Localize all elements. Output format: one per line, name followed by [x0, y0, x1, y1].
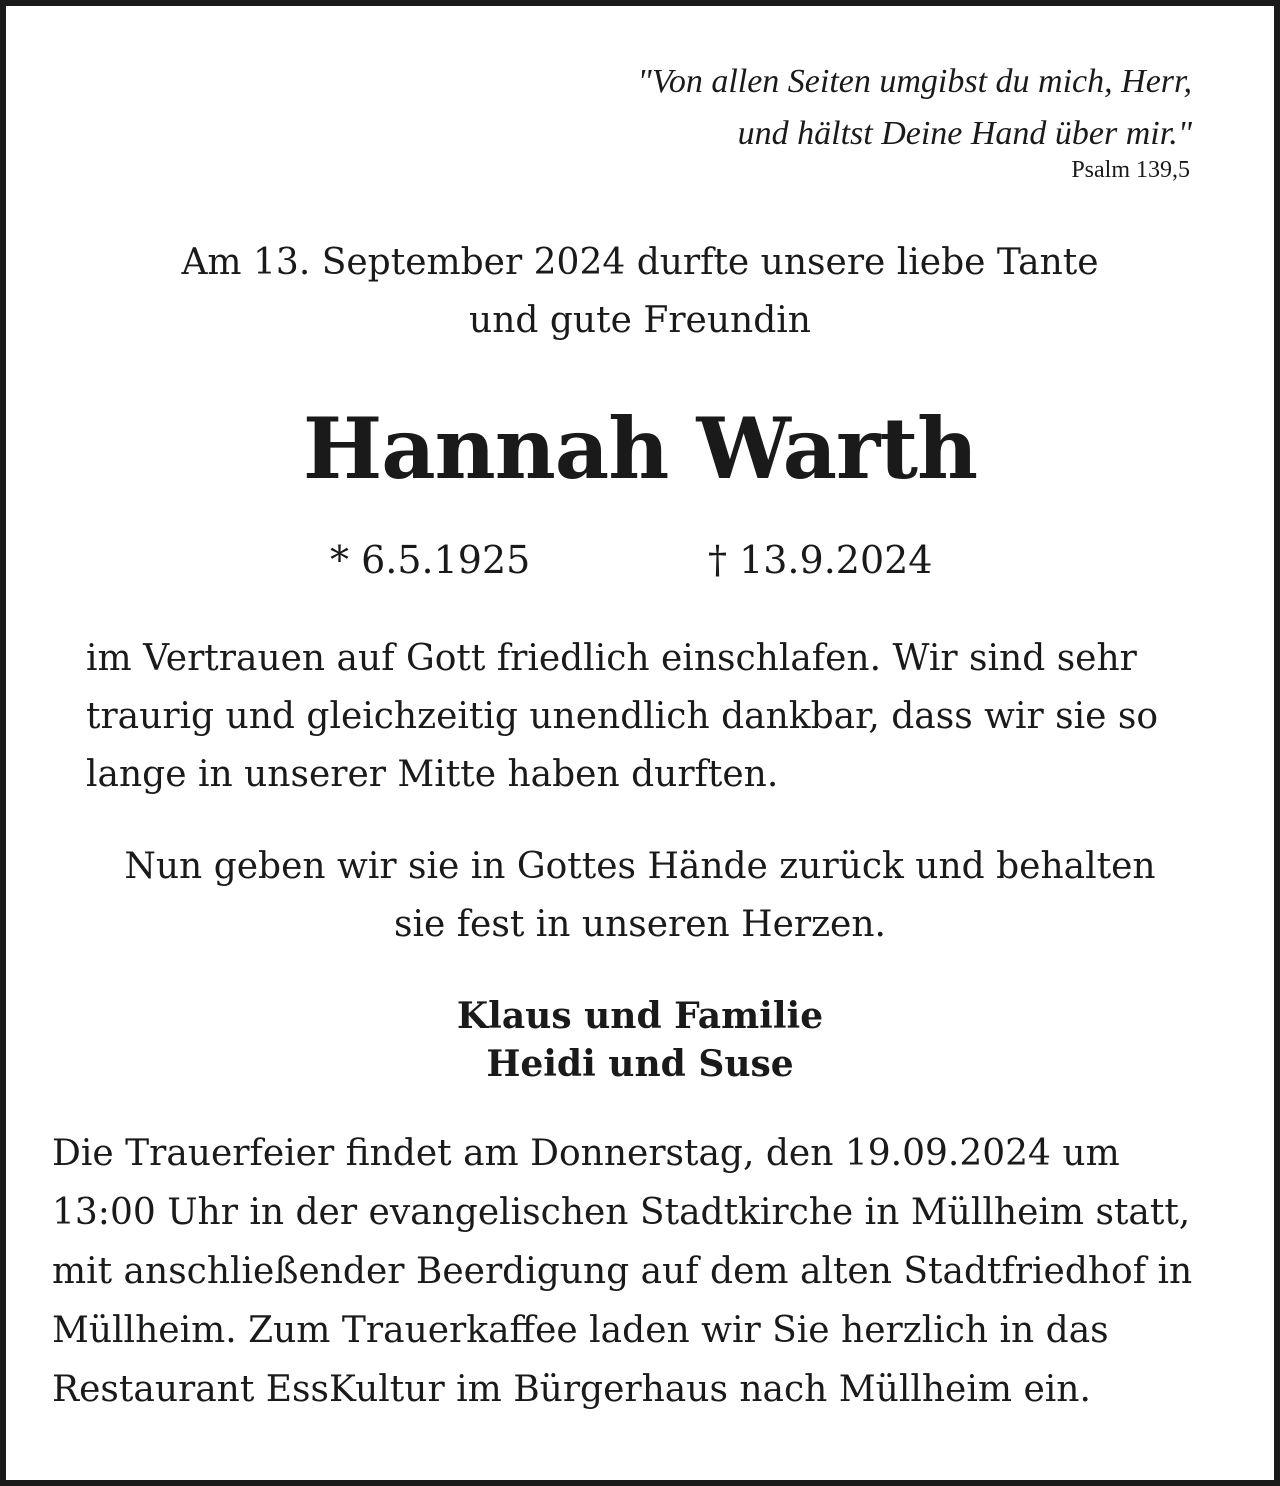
- service-line-2: 13:00 Uhr in der evangelischen Stadtkirche in Müllheim statt,: [52, 1192, 1191, 1233]
- paragraph-line-1: im Vertrauen auf Gott friedlich einschlafen. Wir sind sehr: [86, 638, 1137, 679]
- quote-line-1: "Von allen Seiten umgibst du mich, Herr,: [637, 63, 1192, 100]
- intro-line-2: und gute Freundin: [469, 300, 811, 341]
- closing-line-1: Nun geben wir sie in Gottes Hände zurück und behalten: [124, 846, 1156, 887]
- service-line-5: Restaurant EssKultur im Bürgerhaus nach Müllheim ein.: [52, 1369, 1091, 1410]
- paragraph-line-3: lange in unserer Mitte haben durften.: [86, 754, 779, 795]
- intro-line-1: Am 13. September 2024 durfte unsere liebe Tante: [181, 242, 1099, 283]
- main-paragraph: [86, 630, 1216, 804]
- mourners-signature: [0, 992, 1280, 1088]
- death-date: † 13.9.2024: [708, 538, 933, 582]
- service-line-1: Die Trauerfeier findet am Donnerstag, den 19.09.2024 um: [52, 1133, 1120, 1174]
- service-line-4: Müllheim. Zum Trauerkaffee laden wir Sie herzlich in das: [52, 1310, 1109, 1351]
- psalm-quote: [638, 56, 1192, 160]
- birth-date: * 6.5.1925: [330, 538, 531, 582]
- intro-text: [0, 234, 1280, 350]
- quote-source: Psalm 139,5: [1071, 157, 1190, 183]
- signer-line-1: Klaus und Familie: [456, 995, 824, 1037]
- paragraph-line-2: traurig und gleichzeitig unendlich dankbar, dass wir sie so: [86, 696, 1159, 737]
- funeral-service-info: [52, 1124, 1252, 1419]
- service-line-3: mit anschließender Beerdigung auf dem alten Stadtfriedhof in: [52, 1251, 1193, 1292]
- deceased-name: Hannah Warth: [302, 399, 978, 498]
- quote-line-2: und hältst Deine Hand über mir.": [737, 115, 1192, 152]
- signer-line-2: Heidi und Suse: [486, 1043, 794, 1085]
- closing-line-2: sie fest in unseren Herzen.: [394, 904, 886, 945]
- closing-text: [0, 838, 1280, 954]
